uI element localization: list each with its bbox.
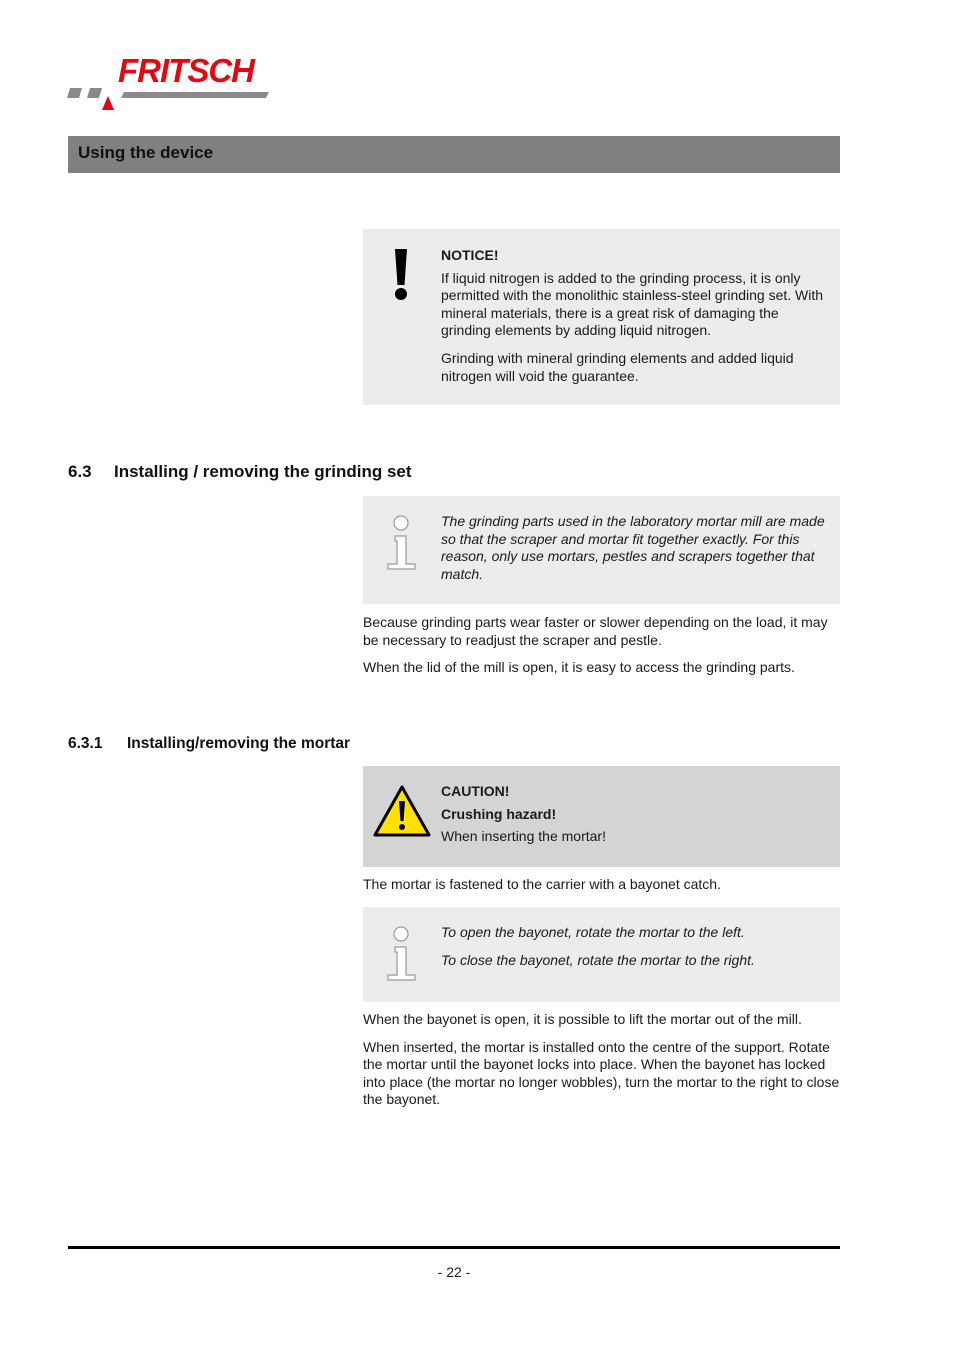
footer-rule	[68, 1246, 840, 1249]
body-paragraph: When inserted, the mortar is installed onto the centre of the support. Rotate the mortar until the bayonet locks into place. When the bayonet has locked into place (the mortar no longer wobbles), turn the mortar to the right to close the bayonet.	[363, 1038, 840, 1108]
exclamation-icon	[393, 249, 409, 306]
heading-title: Installing / removing the grinding set	[114, 462, 412, 481]
section-header-bar	[68, 136, 840, 173]
heading-number: 6.3.1	[68, 735, 103, 752]
section-6-3-body	[363, 614, 843, 687]
info-text: The grinding parts used in the laboratory mortar mill are made so that the scraper and mortar fit together exactly. For this reason, only use mortars, pestles and scrapers together that match.	[441, 513, 825, 582]
bayonet-intro	[363, 876, 843, 904]
section-title: Using the device	[78, 143, 214, 162]
notice-box	[363, 229, 840, 405]
notice-title: NOTICE!	[441, 247, 499, 263]
body-paragraph: When the lid of the mill is open, it is easy to access the grinding parts.	[363, 659, 795, 676]
fritsch-logo	[66, 50, 286, 112]
info-icon	[387, 925, 417, 986]
notice-paragraph: If liquid nitrogen is added to the grinding process, it is only permitted with the monolithic stainless-steel grinding set. With mineral materials, there is a great risk of damaging the grinding elements by adding liquid nitrogen.	[441, 269, 824, 339]
section-6-3-heading	[68, 462, 412, 482]
heading-number: 6.3	[68, 462, 92, 481]
caution-subtitle: Crushing hazard!	[441, 805, 557, 822]
caution-text: When inserting the mortar!	[441, 828, 606, 845]
info-text: To close the bayonet, rotate the mortar to the right.	[441, 951, 755, 968]
body-paragraph: The mortar is fastened to the carrier with a bayonet catch.	[363, 876, 721, 892]
section-6-3-1-heading	[68, 735, 350, 753]
body-paragraph: Because grinding parts wear faster or slower depending on the load, it may be necessary to readjust the scraper and pestle.	[363, 614, 828, 648]
svg-text:FRITSCH: FRITSCH	[118, 52, 254, 89]
info-text: To open the bayonet, rotate the mortar to the left.	[441, 924, 745, 940]
info-icon	[387, 514, 417, 575]
notice-paragraph: Grinding with mineral grinding elements and added liquid nitrogen will void the guarantee.	[441, 349, 794, 384]
warning-triangle-icon	[373, 785, 431, 842]
heading-title: Installing/removing the mortar	[127, 735, 351, 752]
page-number: - 22 -	[437, 1264, 471, 1280]
body-paragraph: When the bayonet is open, it is possible to lift the mortar out of the mill.	[363, 1011, 802, 1027]
section-6-3-1-body	[363, 1011, 843, 1119]
info-box	[363, 496, 840, 604]
caution-title: CAUTION!	[441, 783, 510, 799]
caution-box	[363, 766, 840, 867]
info-box	[363, 907, 840, 1002]
